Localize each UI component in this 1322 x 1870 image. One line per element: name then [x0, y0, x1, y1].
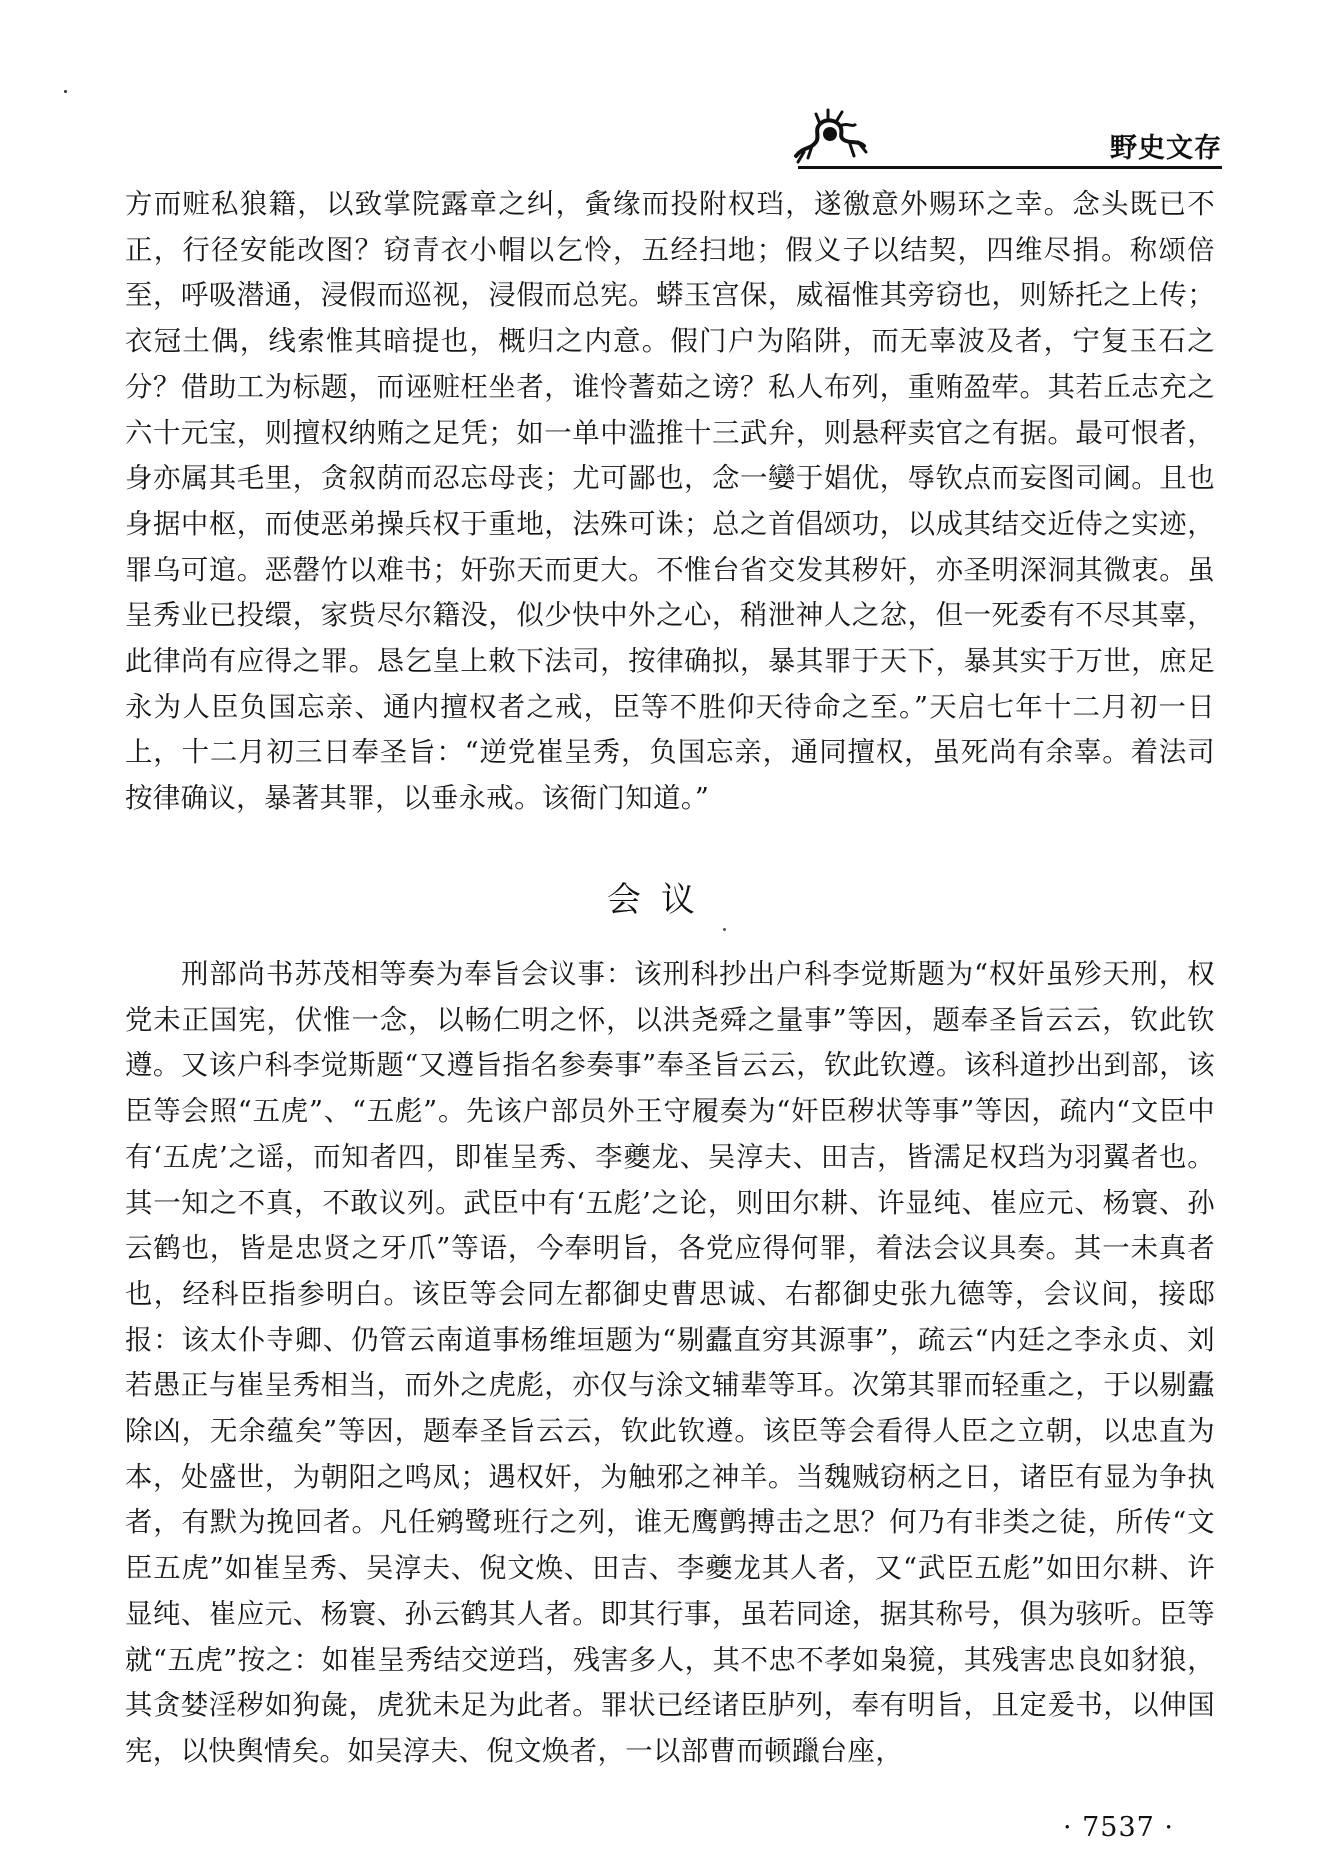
deliberation-paragraph: 刑部尚书苏茂相等奏为奉旨会议事：该刑科抄出户科李觉斯题为“权奸虽殄天刑，权党未正国宪，伏惟一念，以畅仁明之怀，以洪尧舜之量事”等因，题奉圣旨云云，钦此钦遵。又该户科李觉斯题“又遵旨指名参奏事”奉圣旨云云，钦此钦遵。该科道抄出到部，该臣等会照“五虎”、“五彪”。先该户部员外王守履奏为“奸臣秽状等事”等因，疏内“文臣中有‘五虎’之谣，而知者四，即崔呈秀、李夔龙、吴淳夫、田吉，皆濡足权珰为羽翼者也。其一知之不真，不敢议列。武臣中有‘五彪’之论，则田尔耕、许显纯、崔应元、杨寰、孙云鹤也，皆是忠贤之牙爪”等语，今奉明旨，各党应得何罪，着法会议具奏。其一未真者也，经科臣指参明白。该臣等会同左都御史曹思诚、右都御史张九德等，会议间，接邸报：该太仆寺卿、仍管云南道事杨维垣题为“剔蠹直穷其源事”，疏云“内廷之李永贞、刘若愚正与崔呈秀相当，而外之虎彪，亦仅与涂文辅辈等耳。次第其罪而轻重之，于以剔蠹除凶，无余蕴矣”等因，题奉圣旨云云，钦此钦遵。该臣等会看得人臣之立朝，以忠直为本，处盛世，为朝阳之鸣凤；遇权奸，为触邪之神羊。当魏贼窃柄之日，诸臣有显为争执者，有默为挽回者。凡任鹓鹭班行之列，谁无鹰鹯搏击之思？何乃有非类之徒，所传“文臣五虎”如崔呈秀、吴淳夫、倪文焕、田吉、李夔龙其人者，又“武臣五彪”如田尔耕、许显纯、崔应元、杨寰、孙云鹤其人者。即其行事，虽若同途，据其称号，俱为骇听。臣等就“五虎”按之：如崔呈秀结交逆珰，残害多人，其不忠不孝如枭獍，其残害忠良如豺狼，其贪婪淫秽如狗彘，虎犹未足为此者。罪状已经诸臣胪列，奉有明旨，且定爰书，以伸国宪，以快舆情矣。如吴淳夫、倪文焕者，一以部曹而顿躐台座，: [125, 959, 1215, 1767]
deliberation-section: [125, 952, 1215, 1775]
running-header: [790, 106, 1222, 170]
continued-memorial-section: [125, 182, 1215, 822]
header-rule: [798, 166, 1222, 169]
page-number: · 7537 ·: [1062, 1812, 1174, 1843]
book-title: 野史文存: [1110, 133, 1222, 164]
scan-speck: [64, 90, 67, 93]
scan-speck: [723, 928, 726, 931]
dragon-emblem-icon: [790, 106, 870, 166]
section-heading: 会议: [607, 880, 715, 920]
memorial-paragraph: 方而赃私狼籍，以致掌院露章之纠，夤缘而投附权珰，遂徼意外赐环之幸。念头既已不正，行径安能改图？窃青衣小帽以乞怜，五经扫地；假义子以结契，四维尽捐。称颂倍至，呼吸潜通，浸假而巡视，浸假而总宪。蟒玉宫保，威福惟其旁窃也，则矫托之上传；衣冠土偶，线索惟其暗提也，概归之内意。假门户为陷阱，而无辜波及者，宁复玉石之分？借助工为标题，而诬赃枉坐者，谁怜蓍茹之谤？私人布列，重贿盈荦。其若丘志充之六十元宝，则擅权纳贿之足凭；如一单中滥推十三武弁，则悬秤卖官之有据。最可恨者，身亦属其毛里，贪叙荫而忍忘母丧；尤可鄙也，念一孌于娼优，辱钦点而妄图司阃。且也身据中枢，而使恶弟操兵权于重地，法殊可诛；总之首倡颂功，以成其结交近侍之实迹，罪乌可逭。恶罄竹以难书；奸弥天而更大。不惟台省交发其秽奸，亦圣明深洞其微衷。虽呈秀业已投缳，家赀尽尔籍没，似少快中外之心，稍泄神人之忿，但一死委有不尽其辜，此律尚有应得之罪。恳乞皇上敕下法司，按律确拟，暴其罪于天下，暴其实于万世，庶足永为人臣负国忘亲、通内擅权者之戒，臣等不胜仰天待命之至。”天启七年十二月初一日上，十二月初三日奉圣旨：“逆党崔呈秀，负国忘亲，通同擅权，虽死尚有余辜。着法司按律确议，暴著其罪，以垂永戒。该衙门知道。”: [125, 189, 1215, 815]
